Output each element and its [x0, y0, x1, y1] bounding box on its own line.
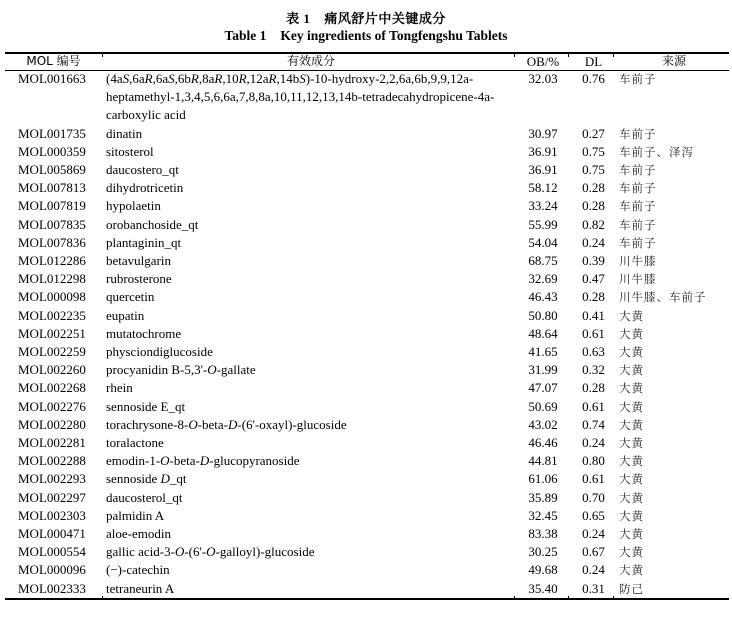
component-cell: toralactone [106, 435, 164, 451]
source-cell: 大黄 [619, 454, 644, 469]
ob-cell: 36.91 [528, 143, 558, 159]
table-row [5, 197, 729, 215]
dl-cell: 0.24 [582, 435, 605, 451]
mol-id-cell: MOL000471 [18, 526, 86, 542]
source-cell: 大黄 [619, 308, 644, 323]
source-cell: 川牛膝、车前子 [619, 290, 707, 305]
ob-cell: 32.69 [528, 271, 558, 287]
component-cell: sitosterol [106, 143, 154, 159]
source-cell: 大黄 [619, 399, 644, 414]
source-cell: 车前子 [619, 235, 657, 250]
mol-id-cell: MOL000359 [18, 143, 86, 159]
source-cell: 车前子、泽泻 [619, 144, 694, 159]
ob-cell: 41.65 [528, 344, 558, 360]
ob-cell: 50.69 [528, 398, 558, 414]
ob-cell: 55.99 [528, 216, 558, 232]
table-row [5, 507, 729, 525]
dl-cell: 0.76 [582, 71, 605, 86]
component-cell: rubrosterone [106, 271, 172, 287]
ob-cell: 46.43 [528, 289, 558, 305]
dl-cell: 0.70 [582, 489, 605, 505]
dl-cell: 0.32 [582, 362, 605, 378]
table-row [5, 398, 729, 416]
header-dl: DL [584, 54, 603, 69]
caption-cn-label: 表 1 [286, 11, 311, 26]
ob-cell: 32.45 [528, 507, 558, 523]
mol-id-cell: MOL001735 [18, 125, 86, 141]
dl-cell: 0.28 [582, 380, 605, 396]
table-row [5, 416, 729, 434]
source-cell: 车前子 [619, 181, 657, 196]
dl-cell: 0.27 [582, 125, 605, 141]
mol-id-cell: MOL007813 [18, 180, 86, 196]
dl-cell: 0.61 [582, 398, 605, 414]
table-row [5, 489, 729, 507]
ob-cell: 43.02 [528, 416, 558, 432]
mol-id-cell: MOL001663 [18, 71, 86, 86]
table-header-row [5, 53, 729, 70]
table-row [5, 452, 729, 470]
mol-id-cell: MOL002235 [18, 307, 86, 323]
source-cell: 川牛膝 [619, 272, 657, 287]
component-cell: (−)-catechin [106, 562, 170, 578]
dl-cell: 0.28 [582, 289, 605, 305]
source-cell: 车前子 [619, 126, 657, 141]
source-cell: 大黄 [619, 381, 644, 396]
table-row [5, 270, 729, 288]
caption-cn-title: 痛风舒片中关键成分 [324, 12, 446, 27]
dl-cell: 0.61 [582, 325, 605, 341]
ob-cell: 83.38 [528, 526, 558, 542]
dl-cell: 0.28 [582, 198, 605, 214]
mol-id-cell: MOL002280 [18, 416, 86, 432]
header-ob: OB/% [526, 54, 560, 69]
table-body [5, 70, 729, 598]
mol-id-cell: MOL002303 [18, 507, 86, 523]
mol-id-cell: MOL007819 [18, 198, 86, 214]
ob-cell: 68.75 [528, 253, 558, 269]
source-cell: 车前子 [619, 199, 657, 214]
table-row [5, 252, 729, 270]
mol-id-cell: MOL002276 [18, 398, 86, 414]
source-cell: 大黄 [619, 345, 644, 360]
mol-id-cell: MOL002288 [18, 453, 86, 469]
mol-id-cell: MOL002268 [18, 380, 86, 396]
table-caption-cn [0, 8, 732, 27]
ob-cell: 30.25 [528, 544, 558, 560]
source-cell: 大黄 [619, 545, 644, 560]
source-cell: 车前子 [619, 72, 657, 86]
source-cell: 川牛膝 [619, 254, 657, 269]
table-row [5, 161, 729, 179]
dl-cell: 0.65 [582, 507, 605, 523]
component-cell: dinatin [106, 125, 143, 141]
table-row [5, 343, 729, 361]
dl-cell: 0.82 [582, 216, 605, 232]
table-row [5, 234, 729, 252]
mol-id-cell: MOL005869 [18, 162, 86, 178]
component-cell: eupatin [106, 307, 145, 323]
dl-cell: 0.24 [582, 234, 605, 250]
ob-cell: 31.99 [528, 362, 558, 378]
source-cell: 大黄 [619, 363, 644, 378]
mol-id-cell: MOL002293 [18, 471, 86, 487]
ob-cell: 36.91 [528, 162, 558, 178]
component-cell: hypolaetin [106, 198, 161, 214]
table-row [5, 288, 729, 306]
ob-cell: 46.46 [528, 435, 558, 451]
component-cell: gallic acid-3-O-(6'-O-galloyl)-glucoside [106, 544, 315, 560]
ob-cell: 58.12 [528, 180, 558, 196]
mol-id-cell: MOL007836 [18, 234, 86, 250]
header-source: 来源 [661, 54, 686, 68]
dl-cell: 0.63 [582, 344, 605, 360]
source-cell: 大黄 [619, 563, 644, 578]
component-cell: plantaginin_qt [106, 234, 182, 250]
dl-cell: 0.74 [582, 416, 605, 432]
caption-en-label: Table 1 [224, 28, 267, 43]
table-row [5, 179, 729, 197]
table-row [5, 325, 729, 343]
ob-cell: 49.68 [528, 562, 558, 578]
dl-cell: 0.75 [582, 143, 605, 159]
mol-id-cell: MOL002251 [18, 325, 86, 341]
mol-id-cell: MOL000098 [18, 289, 86, 305]
table-caption-en [0, 28, 732, 44]
table-row [5, 525, 729, 543]
source-cell: 大黄 [619, 326, 644, 341]
component-cell: emodin-1-O-beta-D-glucopyranoside [106, 453, 300, 469]
component-cell: quercetin [106, 289, 155, 305]
mol-id-cell: MOL000096 [18, 562, 86, 578]
mol-id-cell: MOL007835 [18, 216, 86, 232]
ob-cell: 30.97 [528, 125, 558, 141]
table-row [5, 70, 729, 125]
component-cell: daucostero_qt [106, 162, 179, 178]
mol-id-cell: MOL002260 [18, 362, 86, 378]
mol-id-cell: MOL012298 [18, 271, 86, 287]
table-row [5, 434, 729, 452]
dl-cell: 0.47 [582, 271, 605, 287]
ingredients-table [5, 53, 729, 598]
mol-id-cell: MOL012286 [18, 253, 86, 269]
dl-cell: 0.61 [582, 471, 605, 487]
source-cell: 防己 [619, 581, 644, 596]
component-cell: orobanchoside_qt [106, 216, 199, 232]
ob-cell: 47.07 [528, 380, 558, 396]
dl-cell: 0.24 [582, 562, 605, 578]
component-cell: palmidin A [106, 507, 165, 523]
source-cell: 大黄 [619, 527, 644, 542]
ob-cell: 35.40 [528, 580, 558, 596]
mol-id-cell: MOL002333 [18, 580, 86, 596]
ob-cell: 54.04 [528, 234, 558, 250]
bottom-rule [5, 598, 729, 600]
component-cell: rhein [106, 380, 133, 396]
caption-en-title: Key ingredients of Tongfengshu Tablets [280, 28, 508, 43]
table-row [5, 216, 729, 234]
dl-cell: 0.41 [582, 307, 605, 323]
source-cell: 大黄 [619, 436, 644, 451]
dl-cell: 0.80 [582, 453, 605, 469]
table-row [5, 125, 729, 143]
component-cell: dihydrotricetin [106, 180, 184, 196]
component-cell: mutatochrome [106, 325, 182, 341]
component-cell: tetraneurin A [106, 580, 175, 596]
source-cell: 车前子 [619, 163, 657, 178]
table-row [5, 307, 729, 325]
table-row [5, 470, 729, 488]
mol-id-cell: MOL002297 [18, 489, 86, 505]
mol-id-cell: MOL002259 [18, 344, 86, 360]
dl-cell: 0.75 [582, 162, 605, 178]
component-cell: sennoside E_qt [106, 398, 186, 414]
component-cell: (4aS,6aR,6aS,6bR,8aR,10R,12aR,14bS)-10-hydroxy-2,2,6a,6b,9,9,12a-heptamethyl-1,3,4,5,6,6a,7,8,8a,10,11,12,13,14b-tetradecahydropicene-4a-carboxylic acid [106, 71, 495, 123]
ob-cell: 61.06 [528, 471, 558, 487]
table-row [5, 543, 729, 561]
table-row [5, 379, 729, 397]
dl-cell: 0.67 [582, 544, 605, 560]
table-row [5, 143, 729, 161]
dl-cell: 0.39 [582, 253, 605, 269]
ob-cell: 35.89 [528, 489, 558, 505]
dl-cell: 0.24 [582, 526, 605, 542]
ob-cell: 50.80 [528, 307, 558, 323]
ob-cell: 44.81 [528, 453, 558, 469]
source-cell: 大黄 [619, 472, 644, 487]
header-component: 有效成分 [286, 54, 335, 68]
ob-cell: 32.03 [528, 71, 558, 86]
component-cell: procyanidin B-5,3'-O-gallate [106, 362, 256, 378]
mol-id-cell: MOL002281 [18, 435, 86, 451]
ob-cell: 33.24 [528, 198, 558, 214]
component-cell: daucosterol_qt [106, 489, 183, 505]
component-cell: torachrysone-8-O-beta-D-(6'-oxayl)-glucoside [106, 416, 347, 432]
component-cell: physciondiglucoside [106, 344, 213, 360]
source-cell: 车前子 [619, 217, 657, 232]
dl-cell: 0.31 [582, 580, 605, 596]
component-cell: betavulgarin [106, 253, 171, 269]
mol-id-cell: MOL000554 [18, 544, 86, 560]
source-cell: 大黄 [619, 417, 644, 432]
dl-cell: 0.28 [582, 180, 605, 196]
header-mol-id: MOL 编号 [26, 54, 81, 68]
table-row [5, 561, 729, 579]
component-cell: sennoside D_qt [106, 471, 187, 487]
source-cell: 大黄 [619, 508, 644, 523]
source-cell: 大黄 [619, 490, 644, 505]
table-row [5, 580, 729, 598]
table-row [5, 361, 729, 379]
ob-cell: 48.64 [528, 325, 558, 341]
component-cell: aloe-emodin [106, 526, 171, 542]
